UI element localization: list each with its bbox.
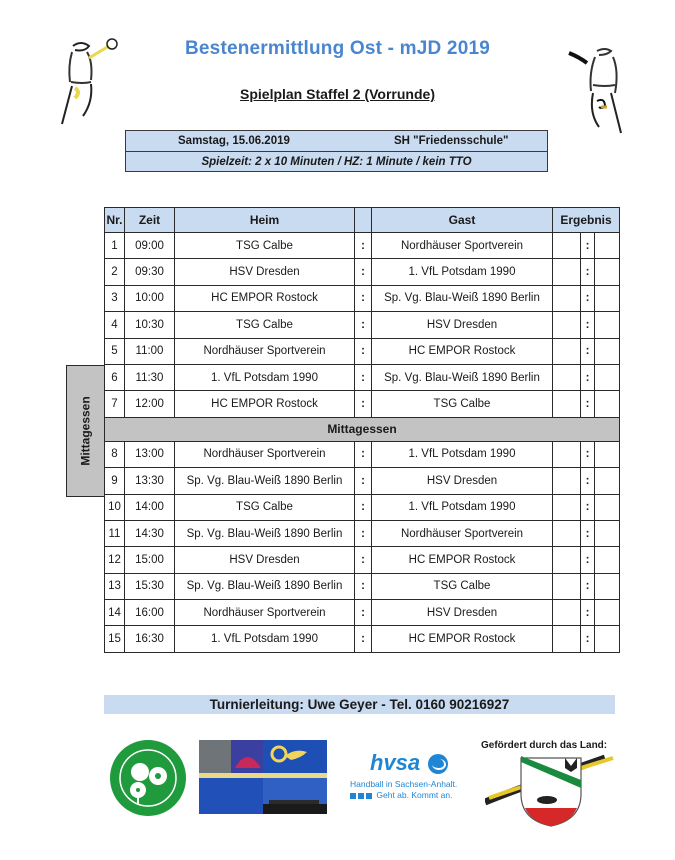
score-guest-cell <box>595 338 620 364</box>
score-separator: : <box>581 312 595 338</box>
match-time: 11:30 <box>125 364 175 390</box>
match-time: 11:00 <box>125 338 175 364</box>
team-separator: : <box>355 259 372 285</box>
match-number: 13 <box>105 573 125 599</box>
score-separator: : <box>581 520 595 546</box>
guest-team: Sp. Vg. Blau-Weiß 1890 Berlin <box>372 364 553 390</box>
match-time: 14:00 <box>125 494 175 520</box>
match-venue: SH "Friedensschule" <box>394 135 509 147</box>
schedule-table <box>104 207 620 653</box>
match-number: 12 <box>105 547 125 573</box>
score-home-cell <box>553 285 581 311</box>
team-separator: : <box>355 233 372 259</box>
guest-team: 1. VfL Potsdam 1990 <box>372 259 553 285</box>
match-row <box>105 364 620 390</box>
team-separator: : <box>355 391 372 417</box>
match-time: 10:00 <box>125 285 175 311</box>
home-team: 1. VfL Potsdam 1990 <box>175 626 355 652</box>
match-number: 9 <box>105 468 125 494</box>
match-time: 15:00 <box>125 547 175 573</box>
guest-team: HSV Dresden <box>372 468 553 494</box>
side-lunch-text: Mittagessen <box>79 396 94 466</box>
match-number: 6 <box>105 364 125 390</box>
home-team: Sp. Vg. Blau-Weiß 1890 Berlin <box>175 468 355 494</box>
guest-team: HC EMPOR Rostock <box>372 547 553 573</box>
score-guest-cell <box>595 520 620 546</box>
header-heim: Heim <box>175 208 355 233</box>
header-gast: Gast <box>372 208 553 233</box>
match-date: Samstag, 15.06.2019 <box>178 135 290 147</box>
home-team: Nordhäuser Sportverein <box>175 441 355 467</box>
score-home-cell <box>553 468 581 494</box>
match-time: 14:30 <box>125 520 175 546</box>
match-row <box>105 573 620 599</box>
match-time: 13:00 <box>125 441 175 467</box>
header-zeit: Zeit <box>125 208 175 233</box>
score-guest-cell <box>595 626 620 652</box>
hvsa-tagline-1: Handball in Sachsen-Anhalt. <box>350 779 458 789</box>
score-guest-cell <box>595 312 620 338</box>
score-guest-cell <box>595 441 620 467</box>
match-time: 13:30 <box>125 468 175 494</box>
match-time: 16:30 <box>125 626 175 652</box>
team-separator: : <box>355 312 372 338</box>
score-separator: : <box>581 364 595 390</box>
match-row <box>105 233 620 259</box>
match-row <box>105 285 620 311</box>
score-separator: : <box>581 285 595 311</box>
guest-team: TSG Calbe <box>372 573 553 599</box>
score-guest-cell <box>595 494 620 520</box>
tournament-contact: Turnierleitung: Uwe Geyer - Tel. 0160 90216927 <box>104 695 615 714</box>
handball-ball-icon <box>428 754 448 774</box>
team-separator: : <box>355 573 372 599</box>
score-separator: : <box>581 600 595 626</box>
guest-team: TSG Calbe <box>372 391 553 417</box>
table-header-row <box>105 208 620 233</box>
team-separator: : <box>355 520 372 546</box>
match-number: 14 <box>105 600 125 626</box>
guest-team: Nordhäuser Sportverein <box>372 520 553 546</box>
header-separator <box>355 208 372 233</box>
score-separator: : <box>581 573 595 599</box>
score-home-cell <box>553 312 581 338</box>
guest-team: Nordhäuser Sportverein <box>372 233 553 259</box>
score-home-cell <box>553 391 581 417</box>
team-separator: : <box>355 285 372 311</box>
team-separator: : <box>355 626 372 652</box>
match-row <box>105 338 620 364</box>
guest-team: Sp. Vg. Blau-Weiß 1890 Berlin <box>372 285 553 311</box>
home-team: HC EMPOR Rostock <box>175 391 355 417</box>
hvsa-wordmark: hvsa <box>370 750 421 775</box>
match-row <box>105 468 620 494</box>
score-home-cell <box>553 338 581 364</box>
match-number: 15 <box>105 626 125 652</box>
score-separator: : <box>581 391 595 417</box>
guest-team: HSV Dresden <box>372 600 553 626</box>
handball-player-right-illustration <box>565 45 640 135</box>
score-home-cell <box>553 626 581 652</box>
match-time: 09:00 <box>125 233 175 259</box>
guest-team: HSV Dresden <box>372 312 553 338</box>
home-team: Nordhäuser Sportverein <box>175 600 355 626</box>
score-separator: : <box>581 494 595 520</box>
hvsa-logo <box>350 750 470 800</box>
score-separator: : <box>581 338 595 364</box>
score-home-cell <box>553 364 581 390</box>
home-team: Sp. Vg. Blau-Weiß 1890 Berlin <box>175 573 355 599</box>
home-team: HSV Dresden <box>175 547 355 573</box>
score-guest-cell <box>595 600 620 626</box>
score-guest-cell <box>595 468 620 494</box>
score-guest-cell <box>595 547 620 573</box>
guest-team: 1. VfL Potsdam 1990 <box>372 441 553 467</box>
home-team: TSG Calbe <box>175 494 355 520</box>
score-separator: : <box>581 233 595 259</box>
match-row <box>105 391 620 417</box>
page-title: Bestenermittlung Ost - mJD 2019 <box>184 38 490 59</box>
match-row <box>105 600 620 626</box>
header-ergebnis: Ergebnis <box>553 208 620 233</box>
score-guest-cell <box>595 233 620 259</box>
score-home-cell <box>553 547 581 573</box>
guest-team: HC EMPOR Rostock <box>372 626 553 652</box>
match-number: 7 <box>105 391 125 417</box>
match-number: 8 <box>105 441 125 467</box>
match-number: 11 <box>105 520 125 546</box>
schedule-body <box>105 233 620 653</box>
score-home-cell <box>553 520 581 546</box>
score-separator: : <box>581 626 595 652</box>
score-guest-cell <box>595 364 620 390</box>
funded-by-label: Gefördert durch das Land: <box>481 740 608 751</box>
match-time: 09:30 <box>125 259 175 285</box>
score-home-cell <box>553 233 581 259</box>
score-separator: : <box>581 259 595 285</box>
match-number: 2 <box>105 259 125 285</box>
match-time: 16:00 <box>125 600 175 626</box>
match-time: 10:30 <box>125 312 175 338</box>
team-separator: : <box>355 441 372 467</box>
home-team: TSG Calbe <box>175 233 355 259</box>
header-nr: Nr. <box>105 208 125 233</box>
match-row <box>105 626 620 652</box>
guest-team: HC EMPOR Rostock <box>372 338 553 364</box>
home-team: Nordhäuser Sportverein <box>175 338 355 364</box>
sachsen-anhalt-coat-of-arms <box>485 752 625 827</box>
guest-team: 1. VfL Potsdam 1990 <box>372 494 553 520</box>
match-number: 10 <box>105 494 125 520</box>
match-row <box>105 441 620 467</box>
match-time: 15:30 <box>125 573 175 599</box>
home-team: HC EMPOR Rostock <box>175 285 355 311</box>
lunch-break-label: Mittagessen <box>105 417 620 441</box>
match-row <box>105 312 620 338</box>
score-separator: : <box>581 547 595 573</box>
home-team: HSV Dresden <box>175 259 355 285</box>
city-collage-logo <box>199 740 327 814</box>
score-guest-cell <box>595 573 620 599</box>
team-separator: : <box>355 600 372 626</box>
team-separator: : <box>355 494 372 520</box>
home-team: TSG Calbe <box>175 312 355 338</box>
side-lunch-label <box>66 365 105 497</box>
match-number: 4 <box>105 312 125 338</box>
score-home-cell <box>553 573 581 599</box>
score-separator: : <box>581 468 595 494</box>
match-number: 3 <box>105 285 125 311</box>
match-time: 12:00 <box>125 391 175 417</box>
team-separator: : <box>355 547 372 573</box>
match-number: 1 <box>105 233 125 259</box>
lunch-break-row <box>105 417 620 441</box>
match-number: 5 <box>105 338 125 364</box>
home-team: 1. VfL Potsdam 1990 <box>175 364 355 390</box>
match-row <box>105 494 620 520</box>
sportgemeinschaft-logo <box>108 738 188 818</box>
score-home-cell <box>553 259 581 285</box>
team-separator: : <box>355 468 372 494</box>
team-separator: : <box>355 338 372 364</box>
hvsa-tagline-2: Geht ab. Kommt an. <box>350 790 452 800</box>
score-home-cell <box>553 494 581 520</box>
score-guest-cell <box>595 391 620 417</box>
info-row-date-venue <box>126 131 547 151</box>
match-row <box>105 259 620 285</box>
match-row <box>105 547 620 573</box>
score-home-cell <box>553 600 581 626</box>
team-separator: : <box>355 364 372 390</box>
score-separator: : <box>581 441 595 467</box>
match-info-box <box>125 130 548 172</box>
match-rules: Spielzeit: 2 x 10 Minuten / HZ: 1 Minute / kein TTO <box>126 151 547 171</box>
match-row <box>105 520 620 546</box>
score-home-cell <box>553 441 581 467</box>
page-subtitle: Spielplan Staffel 2 (Vorrunde) <box>240 86 435 102</box>
home-team: Sp. Vg. Blau-Weiß 1890 Berlin <box>175 520 355 546</box>
score-guest-cell <box>595 285 620 311</box>
score-guest-cell <box>595 259 620 285</box>
